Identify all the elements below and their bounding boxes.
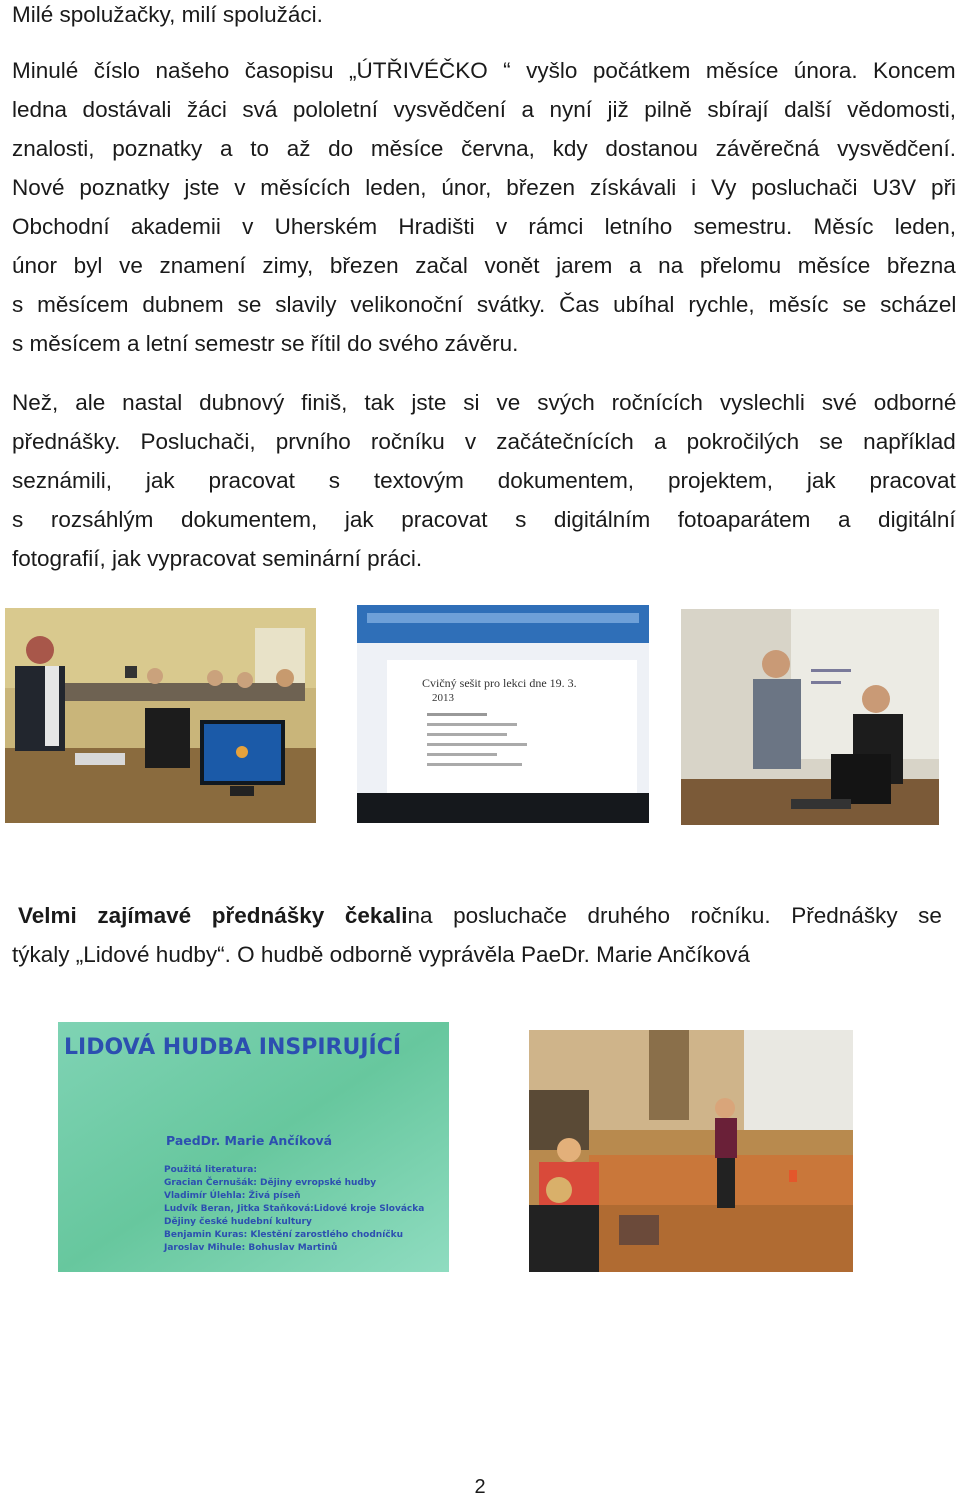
slide-lit-4: Dějiny české hudební kultury — [164, 1217, 312, 1227]
page-number: 2 — [474, 1476, 486, 1498]
students-computer-photo — [681, 609, 939, 825]
p1-line-4: Nové poznatky jste v měsících leden, únor, březen získávali i Vy posluchači U3V při — [12, 175, 957, 200]
classroom-photo — [5, 608, 316, 823]
screen-line-1: Cvičný sešit pro lekci dne 19. 3. — [422, 676, 577, 690]
slide-lit-3: Ludvík Beran, Jitka Staňková:Lidové kroje Slovácka — [164, 1204, 425, 1214]
screen-line-2: 2013 — [432, 692, 454, 704]
p3-line-1 — [18, 903, 956, 929]
p1-line-1: Minulé číslo našeho časopisu „ÚTŘIVÉČKO “ vyšlo počátkem měsíce února. Koncem — [12, 58, 956, 83]
p2-line-5: fotografií, jak vypracovat seminární práci. — [12, 546, 423, 571]
slide-lit-heading: Použitá literatura: — [164, 1165, 257, 1175]
greeting: Milé spolužačky, milí spolužáci. — [12, 2, 323, 27]
p1-line-7: s měsícem dubnem se slavily velikonoční svátky. Čas ubíhal rychle, měsíc se scházel — [12, 292, 957, 317]
p3-line-2: týkaly „Lidové hudby“. O hudbě odborně vyprávěla PaeDr. Marie Ančíková — [12, 942, 750, 967]
p1-line-6: únor byl ve znamení zimy, březen začal vonět jarem a na přelomu měsíce března — [12, 253, 956, 278]
p1-line-3: znalosti, poznatky a to až do měsíce června, kdy dostanou závěrečná vysvědčení. — [12, 136, 956, 161]
slide-lit-1: Gracian Černušák: Dějiny evropské hudby — [164, 1178, 377, 1188]
slide-title: LIDOVÁ HUDBA INSPIRUJÍCÍ — [64, 1035, 402, 1060]
p2-line-4: s rozsáhlým dokumentem, jak pracovat s digitálním fotoaparátem a digitální — [12, 507, 956, 532]
p3-bold: Velmi zajímavé přednášky čekali — [18, 903, 408, 928]
p1-line-5: Obchodní akademii v Uherském Hradišti v rámci letního semestru. Měsíc leden, — [12, 214, 957, 239]
p1-line-2: ledna dostávali žáci svá pololetní vysvědčení a nyní již pilně sbírají další vědomosti, — [12, 97, 956, 122]
slide-lit-6: Jaroslav Mihule: Bohuslav Martinů — [164, 1243, 338, 1253]
p2-line-2: přednášky. Posluchači, prvního ročníku v začátečnících a pokročilých se například — [12, 429, 956, 454]
lecture-slide-photo — [58, 1022, 449, 1272]
monitor-document-photo — [357, 605, 649, 823]
slide-author: PaedDr. Marie Ančíková — [166, 1133, 333, 1148]
p2-line-1: Než, ale nastal dubnový finiš, tak jste si ve svých ročnících vyslechli své odborné — [12, 390, 957, 415]
p3-line-1-rest: na posluchače druhého ročníku. Přednášky se — [407, 903, 942, 928]
lecture-room-photo — [529, 1030, 853, 1272]
slide-lit-5: Benjamin Kuras: Klestění zarostlého chodníčku — [164, 1230, 404, 1240]
slide-lit-2: Vladimír Úlehla: Živá píseň — [164, 1191, 301, 1201]
p2-line-3: seznámili, jak pracovat s textovým dokumentem, projektem, jak pracovat — [12, 468, 956, 493]
p1-line-8: s měsícem a letní semestr se řítil do svého závěru. — [12, 331, 519, 356]
